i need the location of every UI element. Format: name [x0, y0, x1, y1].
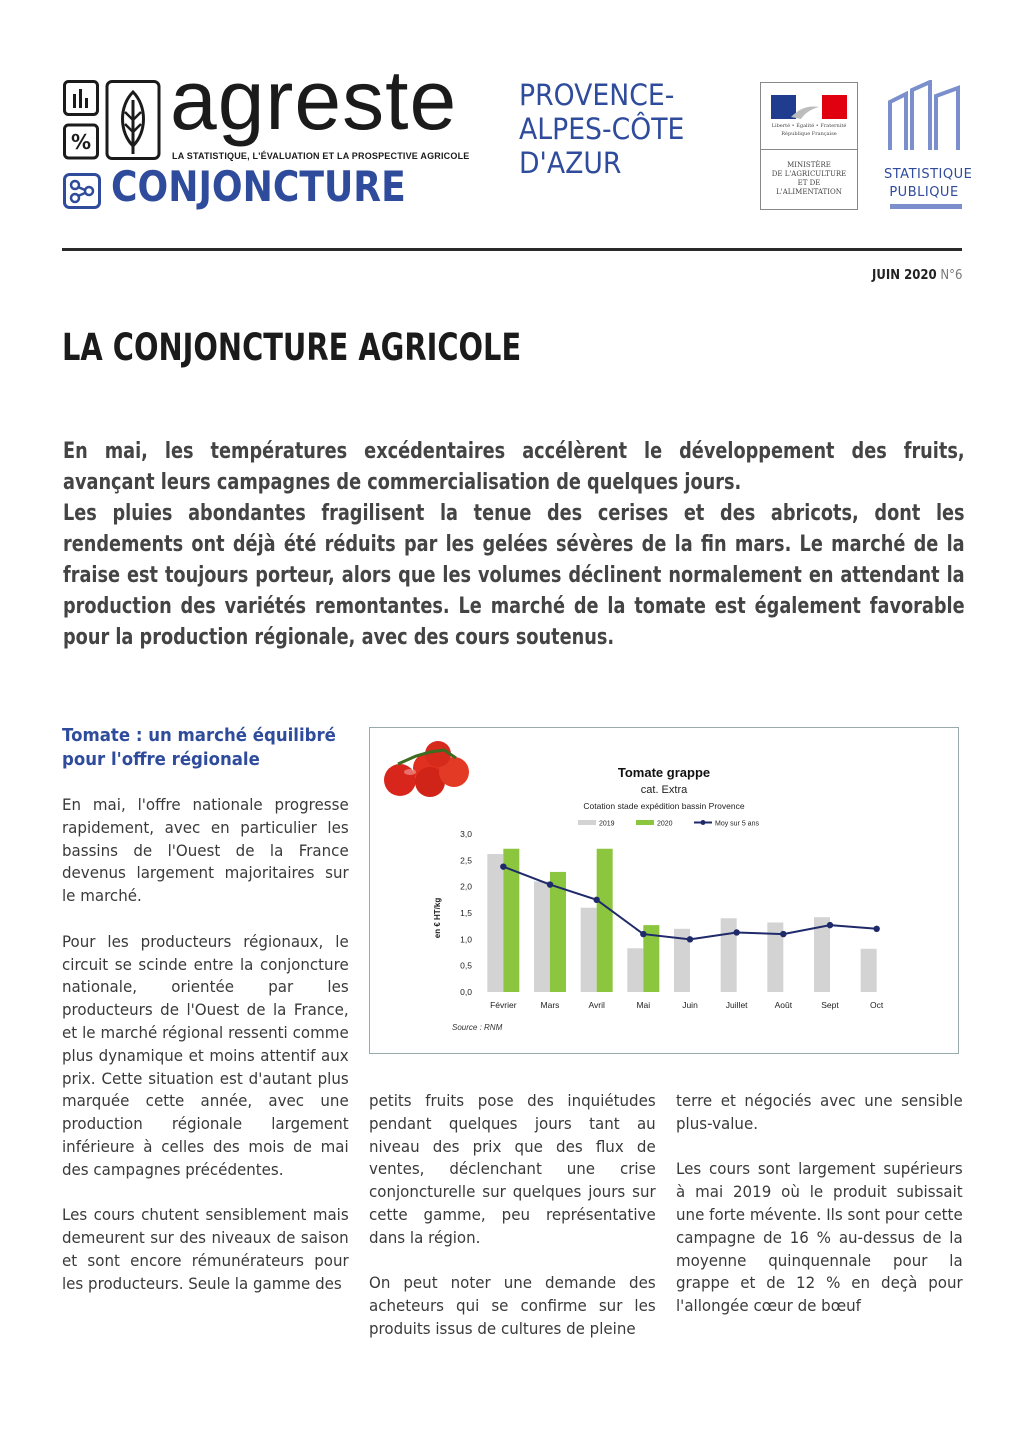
tomato-illustration-icon	[384, 741, 469, 797]
bar-2019-Oct	[861, 949, 877, 992]
x-tick-label: Juin	[682, 1000, 698, 1010]
chart-subtitle: cat. Extra	[640, 784, 688, 796]
bar-2019-Avril	[581, 908, 597, 992]
tomato-price-chart	[370, 728, 958, 1053]
agreste-logo-icons	[63, 80, 161, 162]
y-tick-label: 2,5	[460, 855, 472, 866]
x-tick-label: Août	[774, 1000, 793, 1010]
bar-series	[487, 849, 876, 992]
x-tick-label: Mai	[636, 1000, 651, 1010]
line-point-Mars	[547, 881, 553, 887]
series-title: CONJONCTURE	[111, 162, 406, 211]
region-name: PROVENCE- ALPES-CÔTE D'AZUR	[519, 78, 685, 180]
line-point-Oct	[873, 926, 879, 932]
legend-label: Moy sur 5 ans	[715, 820, 759, 828]
bar-2019-Mars	[534, 881, 550, 992]
text-column-1	[62, 794, 349, 1318]
brand-tagline: LA STATISTIQUE, L'ÉVALUATION ET LA PROSPECTIVE AGRICOLE	[172, 151, 470, 161]
chart-subtitle-2: Cotation stade expédition bassin Provence	[583, 801, 745, 811]
page-title: LA CONJONCTURE AGRICOLE	[62, 326, 522, 369]
x-tick-label: Oct	[870, 1000, 884, 1010]
x-axis-ticks	[490, 1000, 884, 1010]
legend-label: 2020	[657, 820, 673, 828]
y-tick-label: 1,0	[460, 934, 472, 945]
y-axis-label: en € HT/kg	[433, 897, 442, 939]
x-tick-label: Avril	[588, 1000, 605, 1010]
paragraph: Pour les producteurs régionaux, le circuit se scinde entre la conjoncture nationale, orientée par les producteurs de l'Ouest de la France, et le marché régional ressenti comme plus dynamique et moins attentif aux prix. Cette situation est d'autant plus marquée cette année, avec une production régionale largement inférieure à celles des mois de mai des campagnes précédentes.	[62, 931, 349, 1179]
text-column-3	[676, 1090, 963, 1341]
paragraph: On peut noter une demande des acheteurs qui se confirme sur les produits issus de cultures de pleine	[369, 1273, 656, 1338]
issue-info: JUIN 2020 N°6	[871, 268, 962, 283]
line-point-Août	[780, 931, 786, 937]
y-axis-ticks	[460, 829, 472, 997]
legend-label: 2019	[599, 820, 615, 828]
chart-frame	[369, 727, 959, 1054]
paragraph: En mai, l'offre nationale progresse rapidement, avec en particulier les bassins de l'Ouest de la France devenus largement majoritaires sur le marché.	[62, 795, 349, 906]
brand-wordmark: agreste	[170, 53, 458, 147]
line-point-Sept	[827, 922, 833, 928]
x-tick-label: Février	[490, 1000, 517, 1010]
bar-2019-Février	[487, 854, 503, 992]
chart-title: Tomate grappe	[617, 765, 711, 780]
statistique-publique-label: STATISTIQUE PUBLIQUE	[884, 167, 973, 200]
motto: Liberté • Égalité • Fraternité	[771, 123, 847, 129]
line-point-Juillet	[733, 929, 739, 935]
chart-source: Source : RNM	[452, 1023, 503, 1032]
lead-paragraph	[63, 436, 965, 653]
legend-marker	[701, 820, 706, 825]
legend-swatch	[578, 820, 596, 825]
network-icon	[63, 173, 101, 209]
header-rule	[62, 248, 962, 251]
y-tick-label: 1,5	[460, 908, 472, 918]
bar-2020-Avril	[597, 849, 613, 992]
y-tick-label: 0,0	[460, 987, 472, 997]
bar-2019-Juillet	[721, 918, 737, 992]
y-tick-label: 0,5	[460, 960, 472, 971]
y-tick-label: 3,0	[460, 829, 472, 839]
paragraph: Les cours chutent sensiblement mais demeurent sur des niveaux de saison et sont encore rémunérateurs pour les producteurs. Seule la gamme des	[62, 1205, 349, 1293]
paragraph: petits fruits pose des inquiétudes pendant quelques jours tant au niveau des prix que des flux de ventes, déclenchant une crise conjoncturelle sur quelques jours sur cette gamme, peu représentative dans la région.	[369, 1091, 656, 1247]
ministry-name: MINISTÈRE DE L'AGRICULTURE ET DE L'ALIMENTATION	[771, 161, 847, 196]
ministry-logo	[760, 82, 858, 210]
lead-p2: Les pluies abondantes fragilisent la tenue des cerises et des abricots, dont les rendements ont déjà été réduits par les gelées sévères de la fin mars. Le marché de la fraise est toujours porteur, alors que les volumes déclinent normalement en attendant la production des variétés remontantes. Le marché de la tomate est également favorable pour la production régionale, avec des cours soutenus.	[63, 501, 965, 650]
x-tick-label: Juillet	[725, 1000, 748, 1010]
line-point-Février	[500, 863, 506, 869]
svg-text:%: %	[70, 130, 92, 154]
text-column-2	[369, 1090, 656, 1364]
line-point-Avril	[593, 897, 599, 903]
paragraph: terre et négociés avec une sensible plus-value.	[676, 1091, 963, 1133]
legend-swatch	[636, 820, 654, 825]
x-tick-label: Mars	[540, 1000, 560, 1010]
paragraph: Les cours sont largement supérieurs à mai 2019 où le produit subissait une forte mévente. Ils sont pour cette campagne de 16 % au-dessus de la moyenne quinquennale pour la grappe et de 12 % en deçà pour l'allongée cœur de bœuf	[676, 1159, 963, 1316]
y-tick-label: 2,0	[460, 881, 472, 892]
lead-p1: En mai, les températures excédentaires accélèrent le développement des fruits, avançant leurs campagnes de commercialisation de quelques jours.	[63, 439, 965, 495]
line-point-Juin	[687, 936, 693, 942]
line-point-Mai	[640, 931, 646, 937]
section-title: Tomate : un marché équilibré pour l'offre régionale	[62, 725, 336, 770]
republic: République Française	[781, 131, 837, 137]
marianne-flag-icon	[771, 95, 847, 119]
x-tick-label: Sept	[821, 1000, 839, 1010]
bar-2019-Mai	[627, 948, 643, 992]
chart-legend	[578, 820, 759, 828]
